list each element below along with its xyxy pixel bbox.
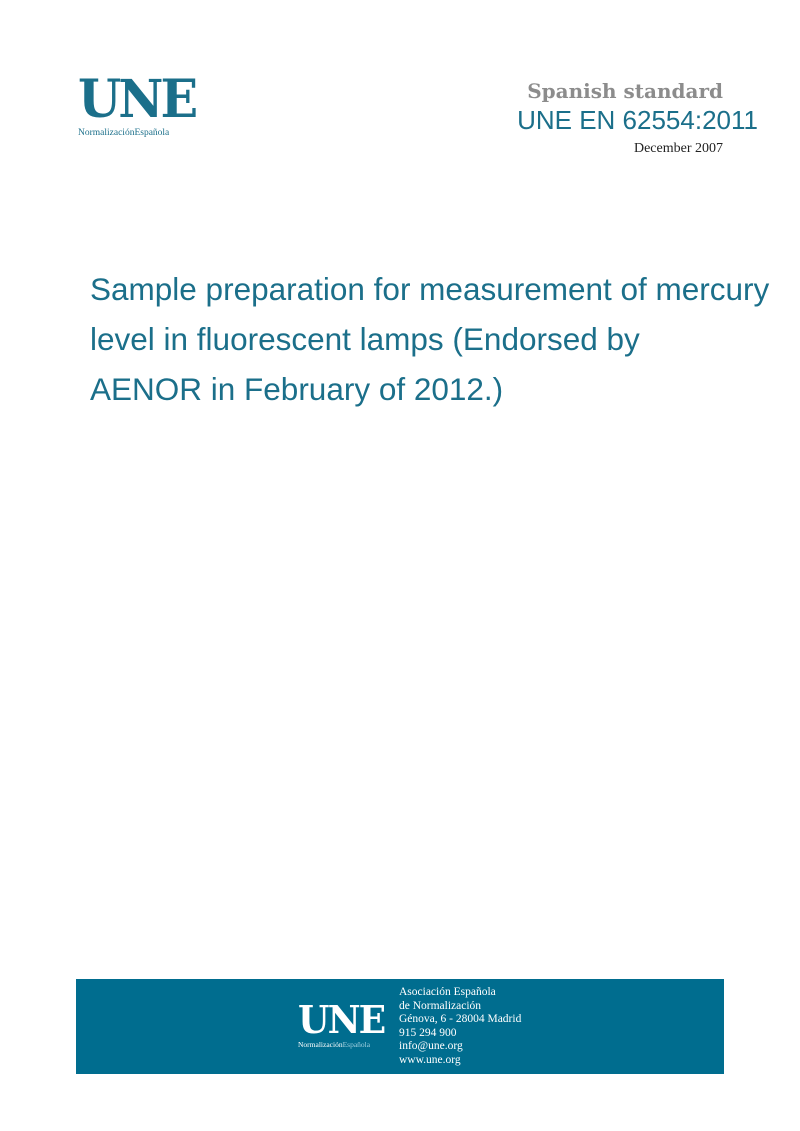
document-title (90, 264, 790, 414)
logo-wordmark: UNE (78, 69, 196, 130)
organization-contact (399, 986, 521, 1068)
org-email[interactable]: info@une.org (399, 1040, 463, 1053)
org-name-line2: de Normalización (399, 999, 482, 1012)
footer-logo-tagline-secondary: Española (342, 1040, 371, 1049)
standard-date: December 2007 (633, 141, 723, 156)
org-name-line1: Asociación Española (399, 986, 496, 998)
footer-une-logo (298, 997, 388, 1049)
title-line: Sample preparation for measurement of mercury (90, 271, 770, 307)
org-address: Génova, 6 - 28004 Madrid (399, 1013, 522, 1026)
standard-header (517, 78, 758, 162)
footer-logo-wordmark: UNE (298, 997, 385, 1042)
footer-logo-tagline-primary: Normalización (298, 1040, 343, 1049)
logo-tagline-primary: Normalización (78, 128, 135, 138)
title-line: level in fluorescent lamps (Endorsed by (90, 321, 640, 357)
une-logo (78, 69, 198, 138)
footer-band (76, 979, 724, 1074)
document-type: Spanish standard (527, 79, 723, 103)
title-line: AENOR in February of 2012.) (90, 371, 504, 407)
logo-tagline-secondary: Española (134, 128, 170, 138)
org-phone: 915 294 900 (399, 1026, 457, 1039)
org-website[interactable]: www.une.org (399, 1053, 461, 1066)
standard-code: UNE EN 62554:2011 (517, 105, 758, 135)
